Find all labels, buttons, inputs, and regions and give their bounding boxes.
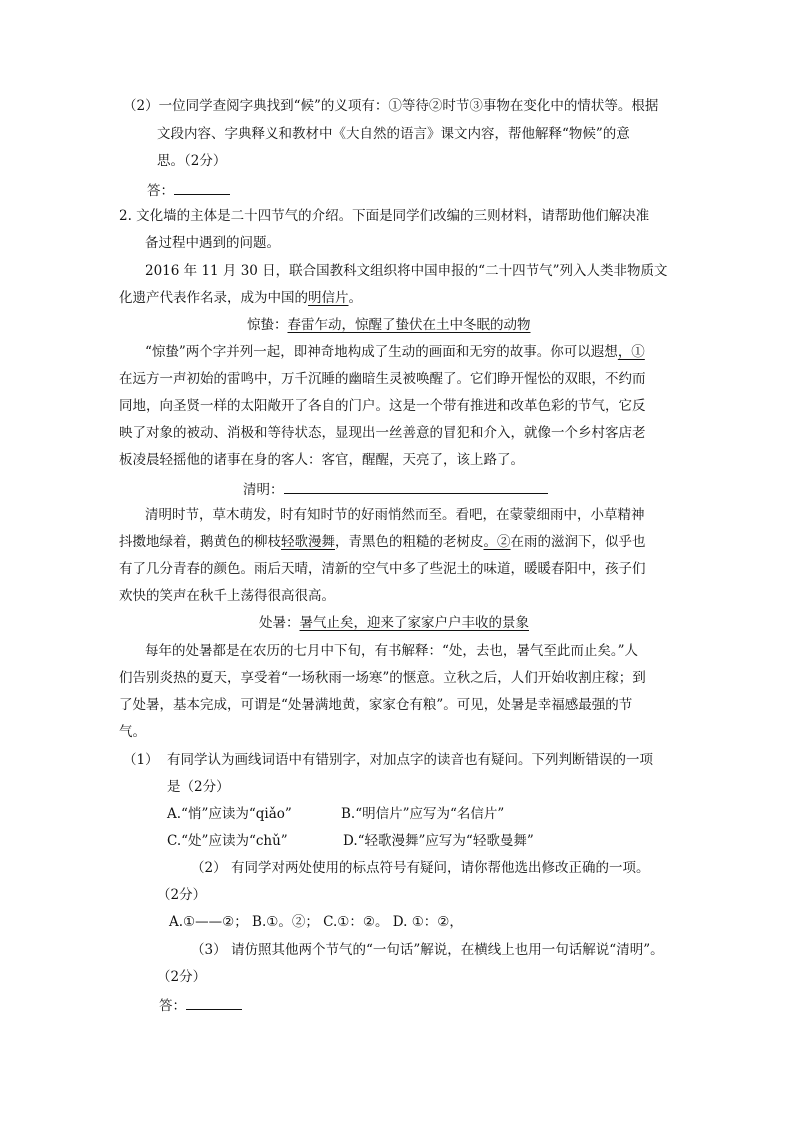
qingming-marker-2: 。② xyxy=(483,534,511,550)
sub2-text: 有同学对两处使用的标点符号有疑问，请你帮他选出修改正确的一项。 xyxy=(231,860,650,876)
jingzhe-p5: 板凌晨轻摇他的诸事在身的客人：客官，醒醒，天亮了，该上路了。 xyxy=(119,452,524,468)
sub3-answer-blank[interactable] xyxy=(186,995,242,1010)
sub3-answer[interactable] xyxy=(159,995,242,1015)
sub3-num: （3） xyxy=(191,942,227,958)
qingming-p4: 欢快的笑声在秋千上荡得很高很高。 xyxy=(119,588,335,604)
chushu-p3: 了处暑，基本完成，可谓是“处暑满地黄，家家仓有粮”。可见，处暑是幸福感最强的节 xyxy=(119,697,633,713)
q2-line2: 备过程中遇到的问题。 xyxy=(145,235,280,251)
chushu-p1: 每年的处暑都是在农历的七月中下旬，有书解释：“处，去也，暑气至此而止矣。”人 xyxy=(145,643,639,659)
qingming-p2 xyxy=(119,533,646,551)
q-part2-line2: 文段内容、字典释义和教材中《大自然的语言》课文内容，帮他解释“物候”的意 xyxy=(157,126,630,142)
jingzhe-p1 xyxy=(145,343,645,361)
sub3-text: 请仿照其他两个节气的“一句话”解说，在横线上也用一句话解说“清明”。 xyxy=(231,942,664,958)
sub2-score: （2分） xyxy=(157,887,207,903)
sub2-num: （2） xyxy=(191,860,227,876)
chushu-p2: 们告别炎热的夏天，享受着“一场秋雨一场寒”的惬意。立秋之后，人们开始收割庄稼；到 xyxy=(119,670,646,686)
qingming-p3: 有了几分青春的颜色。雨后天晴，清新的空气中多了些泥土的味道，暖暖春阳中，孩子们 xyxy=(119,561,646,577)
intro-line2-post: 。 xyxy=(348,290,362,306)
chushu-label: 处暑： xyxy=(259,615,300,631)
qingming-p2c: 在雨的滋润下，似乎也 xyxy=(510,534,646,550)
jingzhe-heading xyxy=(247,316,531,334)
sub1-text: 有同学认为画线词语中有错别字，对加点字的读音也有疑问。下列判断错误的一项 xyxy=(167,752,653,768)
sub1-text2: 是（2分） xyxy=(167,779,230,795)
jingzhe-p4: 映了对象的被动、消极和等待状态，显现出一丝善意的冒犯和介入，就像一个乡村客店老 xyxy=(119,425,646,441)
sub1-option-c[interactable]: C.“处”应读为“chǔ” xyxy=(167,833,288,849)
sub1-num: （1） xyxy=(123,752,159,768)
qingming-blank[interactable] xyxy=(284,479,548,494)
intro-line2-pre: 化遗产代表作名录，成为中国的 xyxy=(119,290,308,306)
underlined-mingxinpian: 明信片 xyxy=(308,290,349,306)
jingzhe-title: 春雷乍动，惊醒了蛰伏在土中冬眠的动物 xyxy=(287,317,531,333)
chushu-heading xyxy=(259,614,529,632)
jingzhe-p1-text: “惊蛰”两个字并列一起，即神奇地构成了生动的画面和无穷的故事。你可以遐想 xyxy=(145,344,618,360)
answer-label: 答： xyxy=(147,183,174,199)
qingming-p1: 清明时节，草木萌发，时有知时节的好雨悄然而至。看吧，在蒙蒙细雨中，小草精神 xyxy=(145,507,645,523)
sub1-option-b[interactable]: B.“明信片”应写为“名信片” xyxy=(341,806,505,822)
jingzhe-p2: 在远方一声初始的雷鸣中，万千沉睡的幽暗生灵被唤醒了。它们睁开惺忪的双眼，不约而 xyxy=(119,371,646,387)
q-part2-answer[interactable] xyxy=(147,180,230,200)
qingming-p2b: ，青黑色的粗糙的老树皮 xyxy=(335,534,484,550)
sub3-answer-label: 答： xyxy=(159,998,186,1014)
qingming-p2a: 抖擞地绿着，鹅黄色的柳枝 xyxy=(119,534,281,550)
chushu-title: 暑气止矣，迎来了家家户户丰收的景象 xyxy=(299,615,529,631)
sub2-options[interactable]: A.①——②； B.①。②； C.①：②。 D. ①：②， xyxy=(169,914,463,930)
jingzhe-p3: 同地，向圣贤一样的太阳敞开了各自的门户。这是一个带有推进和改革色彩的节气，它反 xyxy=(119,398,646,414)
sub1-option-a[interactable]: A.“悄”应读为“qiǎo” xyxy=(167,806,292,822)
sub3-score: （2分） xyxy=(157,969,207,985)
answer-blank[interactable] xyxy=(174,180,230,195)
qingming-heading[interactable] xyxy=(243,479,548,499)
intro-line2 xyxy=(119,289,362,307)
qingming-label: 清明： xyxy=(243,482,284,498)
intro-line1: 2016 年 11 月 30 日，联合国教科文组织将中国申报的“二十四节气”列入人类非物质文 xyxy=(145,263,668,279)
jingzhe-p1-marker: ，① xyxy=(617,344,645,360)
chushu-p4: 气。 xyxy=(119,724,146,740)
q2-line1: 2. 文化墙的主体是二十四节气的介绍。下面是同学们改编的三则材料，请帮助他们解决准 xyxy=(119,208,650,224)
q-part2-line1: （2）一位同学查阅字典找到“候”的义项有：①等待②时节③事物在变化中的情状等。根据 xyxy=(123,98,659,114)
underlined-qinggemanwu: 轻歌漫舞 xyxy=(281,534,335,550)
q-part2-line3: 思。（2分） xyxy=(157,153,227,169)
sub1-option-d[interactable]: D.“轻歌漫舞”应写为“轻歌曼舞” xyxy=(343,833,534,849)
jingzhe-label: 惊蛰： xyxy=(247,317,288,333)
